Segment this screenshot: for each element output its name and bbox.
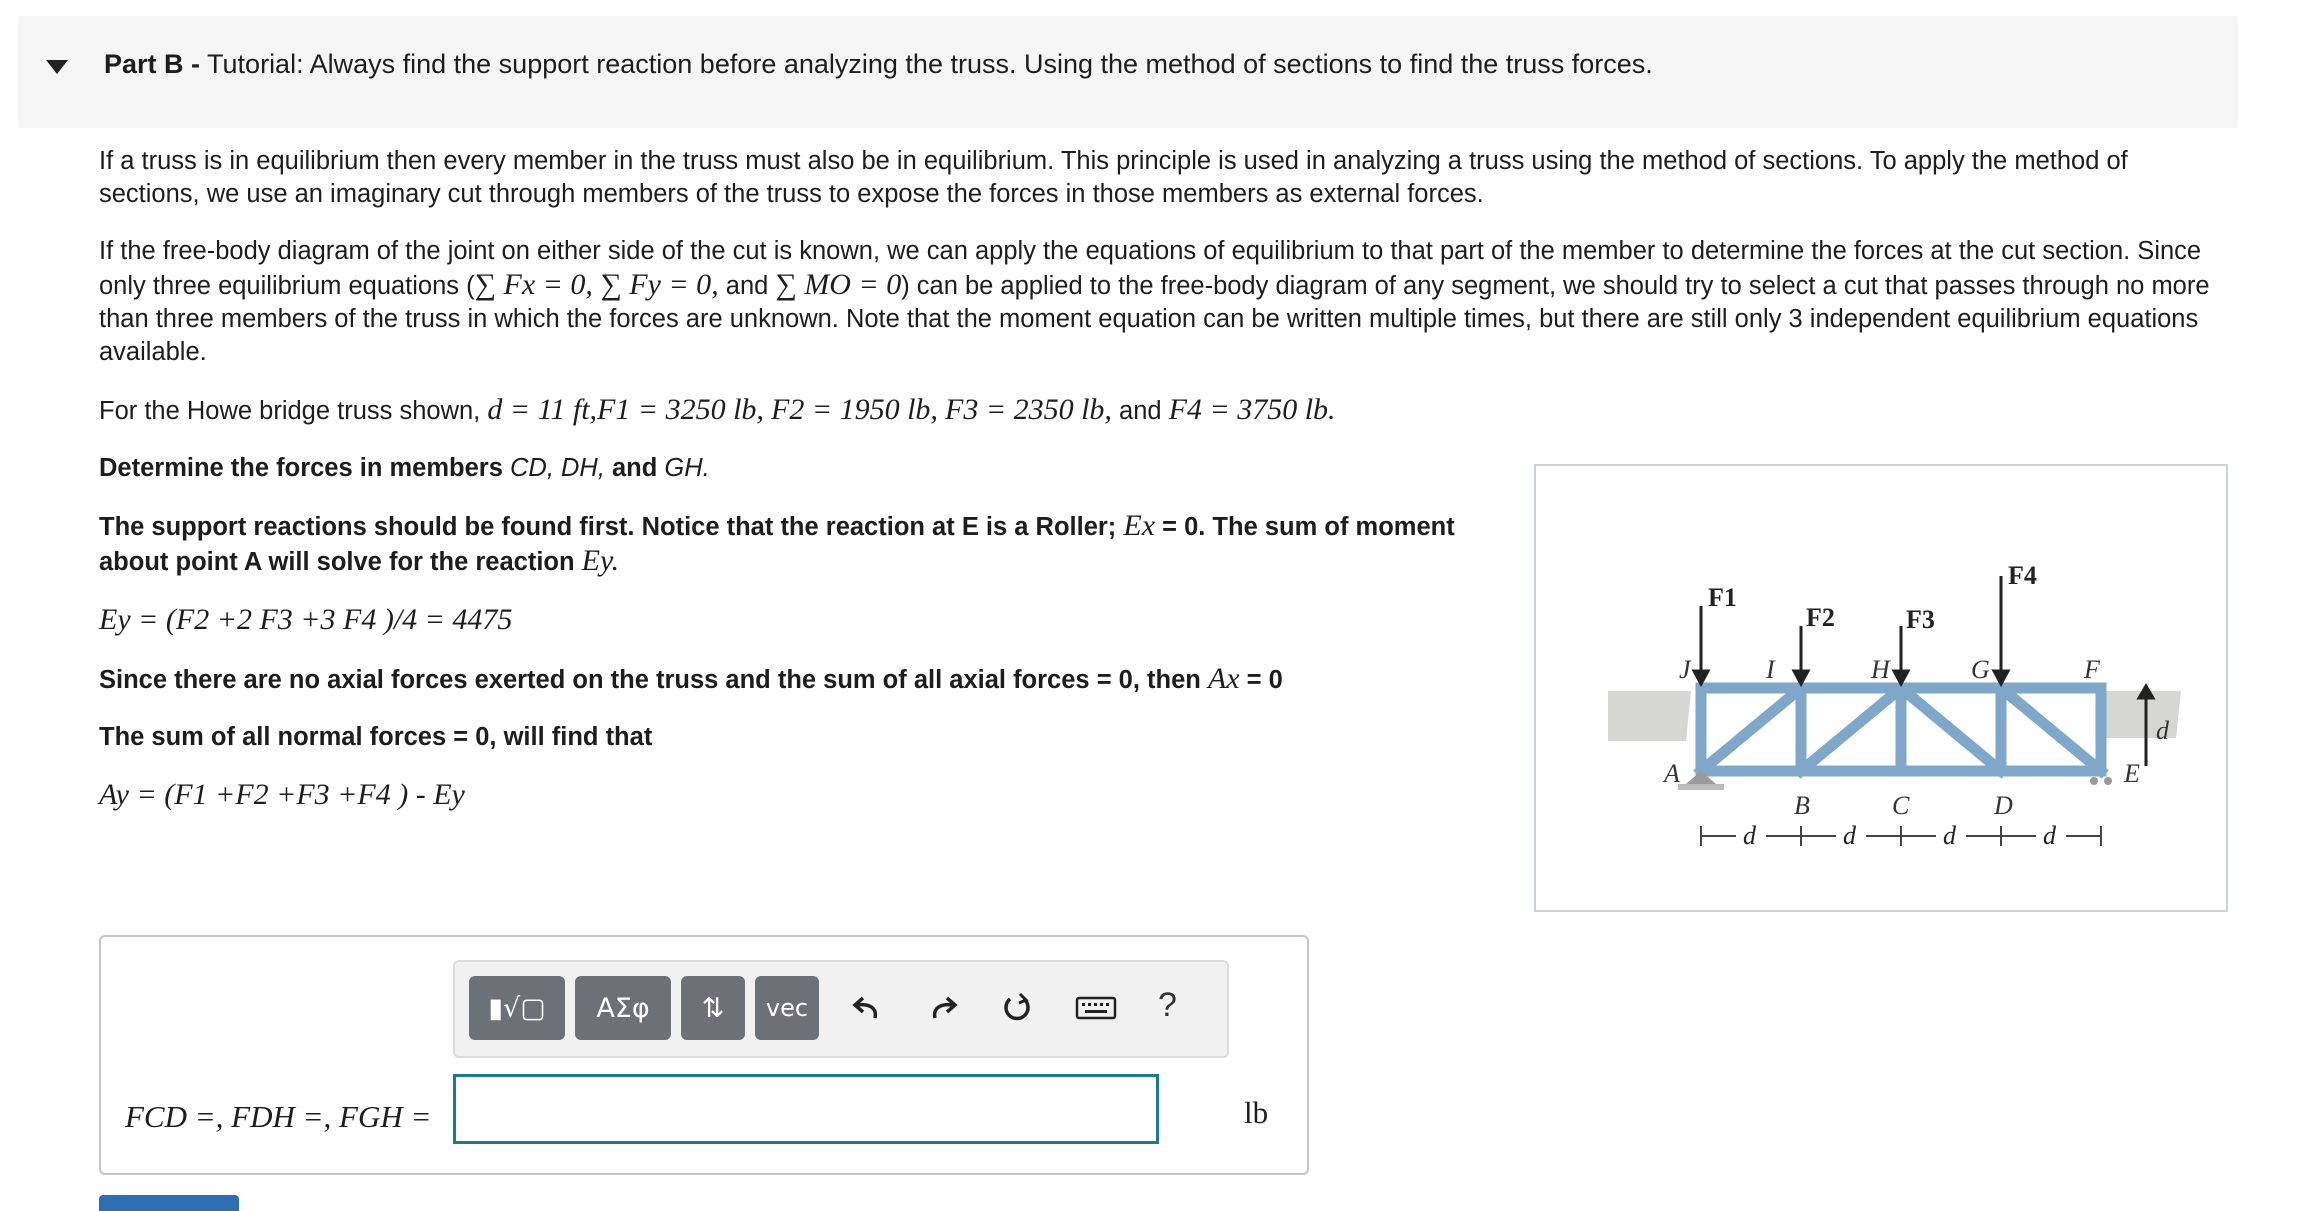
- p2-text-b: ) can be applied to the free-body diagram of any segment, we should try to select a cut that passes through no more than three members of the truss in which the forces are unknown. Note that the moment equation can be written multiple times, but there are still only 3 independent equilibrium equations available.: [99, 272, 2210, 366]
- ay-equation-text: Ay = (F1 +F2 +F3 +F4 ) - Ey: [99, 778, 465, 811]
- load-label-f2: F2: [1806, 603, 1835, 632]
- howe-truss-figure: [1534, 464, 2228, 912]
- task-prefix: Determine the forces in members: [99, 454, 510, 482]
- pin-base: [1678, 784, 1724, 790]
- task-and: and: [604, 454, 665, 482]
- given-values: [99, 393, 2219, 428]
- answer-panel: [99, 935, 1309, 1175]
- dim-label-2: d: [1843, 821, 1856, 850]
- dim-label-4: d: [2043, 821, 2056, 850]
- dim-label-3: d: [1943, 821, 1956, 850]
- part-label: Part B -: [104, 49, 201, 79]
- part-header[interactable]: [18, 16, 2238, 128]
- intro-paragraph-2: [99, 235, 2219, 369]
- load-label-f1: F1: [1708, 583, 1737, 612]
- collapse-caret-icon[interactable]: [46, 60, 68, 74]
- task-members: CD, DH,: [509, 454, 605, 482]
- updown-arrows-icon: ⇅: [701, 992, 725, 1024]
- part-title-text: Tutorial: Always find the support reaction before analyzing the truss. Using the method of sections to find the truss forces.: [207, 49, 1653, 79]
- answer-input[interactable]: [453, 1074, 1159, 1144]
- redo-icon[interactable]: [923, 988, 963, 1028]
- vec-label: vec: [765, 994, 809, 1022]
- joint-label-c: C: [1892, 791, 1910, 820]
- greek-symbols-label: ΑΣφ: [596, 992, 650, 1024]
- ey-equation-text: Ey = (F2 +2 F3 +3 F4 )/4 = 4475: [99, 603, 513, 636]
- equilibrium-eq-forces: ∑ Fx = 0, ∑ Fy = 0,: [474, 268, 719, 301]
- normal-force-note: The sum of all normal forces = 0, will find that: [99, 723, 653, 751]
- load-label-f4: F4: [2008, 561, 2037, 590]
- math-toolbar: [453, 960, 1229, 1058]
- joint-label-i: I: [1766, 655, 1775, 684]
- support-text-b: = 0. The sum of moment about point A will solve for the reaction: [99, 513, 1455, 576]
- p2-and: and: [718, 272, 776, 300]
- intro-paragraph-1: If a truss is in equilibrium then every member in the truss must also be in equilibrium. This principle is used in analyzing a truss using the method of sections. To apply the method of sections, we use an imaginary cut through members of the truss to expose the forces in those members as external forces.: [99, 147, 2128, 208]
- given-f3: F3 = 2350 lb,: [945, 393, 1112, 426]
- dim-label-1: d: [1743, 821, 1756, 850]
- axial-text-b: = 0: [1239, 666, 1283, 694]
- height-dim-label: d: [2156, 716, 2169, 745]
- roller-wheel-1: [2090, 777, 2098, 785]
- given-f2: F2 = 1950 lb,: [771, 393, 938, 426]
- support-ex: Ex: [1123, 509, 1156, 542]
- joint-label-a: A: [1664, 759, 1680, 788]
- given-d: d = 11 ft,: [487, 393, 598, 426]
- reset-icon[interactable]: [997, 988, 1037, 1028]
- roller-wheel-2: [2104, 777, 2112, 785]
- support-reaction-note: [99, 509, 1499, 579]
- part-title: [104, 46, 1653, 84]
- templates-icon: ▮√▢: [488, 992, 546, 1024]
- submit-button[interactable]: [99, 1195, 239, 1211]
- left-ground: [1608, 691, 1691, 741]
- support-text-a: The support reactions should be found first. Notice that the reaction at E is a Roller;: [99, 513, 1124, 541]
- keyboard-icon[interactable]: [1073, 988, 1119, 1028]
- joint-label-f: F: [2084, 655, 2100, 684]
- p2-text-a: If the free-body diagram of the joint on either side of the cut is known, we can apply the equations of equilibrium to that part of the member to determine the forces at the cut section. Since only three equilibrium equations (: [99, 237, 2202, 300]
- joint-label-h: H: [1871, 655, 1890, 684]
- truss-members: [1701, 688, 2101, 771]
- joint-label-d: D: [1994, 791, 2013, 820]
- equilibrium-eq-moment: ∑ MO = 0: [775, 268, 902, 301]
- vector-button[interactable]: [755, 976, 819, 1040]
- greek-symbols-button[interactable]: [575, 976, 671, 1040]
- given-f4: F4 = 3750 lb.: [1168, 393, 1336, 426]
- subscript-superscript-button[interactable]: [681, 976, 745, 1040]
- load-label-f3: F3: [1906, 605, 1935, 634]
- axial-ax: Ax: [1207, 662, 1240, 695]
- joint-label-g: G: [1971, 655, 1990, 684]
- given-f1: F1 = 3250 lb,: [597, 393, 764, 426]
- templates-button[interactable]: [469, 976, 565, 1040]
- help-button[interactable]: ?: [1158, 986, 1177, 1024]
- joint-label-j: J: [1679, 655, 1691, 684]
- joint-label-b: B: [1794, 791, 1810, 820]
- joint-label-e: E: [2124, 759, 2140, 788]
- support-ey: Ey.: [581, 544, 620, 577]
- answer-label: FCD =, FDH =, FGH =: [125, 1099, 432, 1134]
- truss-diagram: [1536, 466, 2226, 910]
- answer-unit: lb: [1244, 1095, 1269, 1130]
- given-and: and: [1111, 397, 1169, 425]
- undo-icon[interactable]: [847, 988, 887, 1028]
- axial-text-a: Since there are no axial forces exerted on the truss and the sum of all axial forces = 0, then: [99, 666, 1208, 694]
- task-last-member: GH.: [664, 454, 710, 482]
- given-prefix: For the Howe bridge truss shown,: [99, 397, 488, 425]
